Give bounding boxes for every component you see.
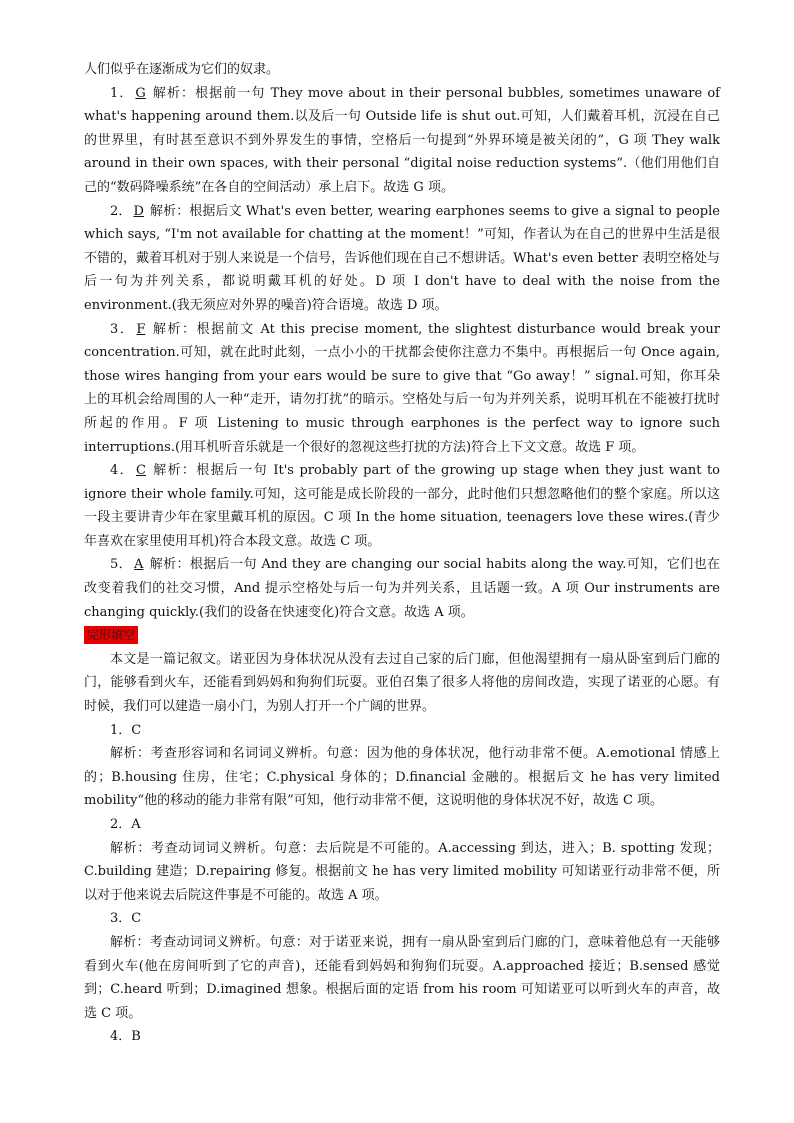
- document-page: [84, 58, 720, 1049]
- item-answer: C: [135, 463, 146, 479]
- paragraph-text: 本文是一篇记叙文。诺亚因为身体状况从没有去过自己家的后门廊，但他渴望拥有一扇从卧室到后门廊的门，能够看到火车，还能看到妈妈和狗狗们玩耍。亚伯召集了很多人将他的房间改造，实现了诺亚的心愿。有时候，我们可以建造一扇小门，为别人打开一个广阔的世界。: [84, 651, 720, 715]
- paragraph-text: 解析：考查动词词义辨析。句意：对于诺亚来说，拥有一扇从卧室到后门廊的门，意味着他总有一天能够看到火车(他在房间听到了它的声音)，还能看到妈妈和狗狗们玩耍。A.approached 接近；B.sensed 感觉到；C.heard 听到；D.imagined 想象。根据后面的定语 from his room 可知诺亚可以听到火车的声音，故选 C 项。: [84, 934, 720, 1021]
- item-number: 2．: [110, 203, 132, 219]
- paragraph: [84, 742, 720, 813]
- answer-item: [84, 459, 720, 553]
- question-answer: 4．B: [110, 1029, 141, 1045]
- question-answer: 3．C: [110, 911, 142, 927]
- question-answer: 2．A: [110, 817, 141, 832]
- item-number: 5．: [110, 557, 133, 573]
- section-tag: 完形填空: [84, 626, 138, 644]
- paragraph-text: 人们似乎在逐渐成为它们的奴隶。: [84, 62, 280, 77]
- section-heading: [84, 624, 720, 648]
- item-answer: G: [135, 85, 146, 101]
- answer-item: [84, 82, 720, 200]
- item-explanation: 解析：根据后文 What's even better, wearing earphones seems to give a signal to people which says, “I'm not available for chatting at the moment！”可知，作者认为在自己的世界中生活是很不错的，戴着耳机对于别人来说是一个信号，告诉他们现在自己不想讲话。What's even better 表明空格处与后一句为并列关系，都说明戴耳机的好处。D 项 I don't have to deal with the noise from the environment.(我无须应对外界的噪音)符合语境。故选 D 项。: [84, 203, 720, 313]
- item-explanation: 解析：根据前文 At this precise moment, the slightest disturbance would break your concentration.可知，就在此时此刻，一点小小的干扰都会使你注意力不集中。再根据后一句 Once again, those wires hanging from your ears would be sure to give that “Go away！” signal.可知，你耳朵上的耳机会给周围的人一种“走开，请勿打扰”的暗示。空格处与后一句为并列关系，说明耳机在不能被打扰时所起的作用。F 项 Listening to music through earphones is the perfect way to ignore such interruptions.(用耳机听音乐就是一个很好的忽视这些打扰的方法)符合上下文文意。故选 F 项。: [84, 321, 720, 455]
- item-number: 3．: [110, 321, 135, 337]
- question-number: [84, 1025, 720, 1049]
- item-explanation: 解析：根据后一句 And they are changing our social habits along the way.可知，它们也在改变着我们的社交习惯，And 提示空格处与后一句为并列关系，且话题一致。A 项 Our instruments are changing quickly.(我们的设备在快速变化)符合文意。故选 A 项。: [84, 557, 720, 620]
- question-number: [84, 907, 720, 931]
- item-number: 1．: [110, 85, 134, 101]
- answer-item: [84, 200, 720, 318]
- paragraph: [84, 837, 720, 908]
- item-number: 4．: [110, 463, 134, 479]
- item-answer: A: [134, 557, 144, 573]
- answer-item: [84, 553, 720, 624]
- paragraph-text: 解析：考查动词词义辨析。句意：去后院是不可能的。A.accessing 到达，进入；B. spotting 发现；C.building 建造；D.repairing 修复。根据前文 he has very limited mobility 可知诺亚行动非常不便，所以对于他来说去后院这件事是不可能的。故选 A 项。: [84, 840, 720, 903]
- paragraph: [84, 648, 720, 719]
- item-answer: F: [136, 321, 146, 337]
- question-number: [84, 813, 720, 837]
- item-explanation: 解析：根据前一句 They move about in their personal bubbles, sometimes unaware of what's happening around them.以及后一句 Outside life is shut out.可知，人们戴着耳机，沉浸在自己的世界里，有时甚至意识不到外界发生的事情，空格后一句提到“外界环境是被关闭的”，G 项 They walk around in their own spaces, with their personal “digital noise reduction systems”.（他们用他们自己的“数码降噪系统”在各自的空间活动）承上启下。故选 G 项。: [84, 85, 720, 195]
- paragraph-text: 解析：考查形容词和名词词义辨析。句意：因为他的身体状况，他行动非常不便。A.emotional 情感上的；B.housing 住房，住宅；C.physical 身体的；D.financial 金融的。根据后文 he has very limited mobility“他的移动的能力非常有限”可知，他行动非常不便，这说明他的身体状况不好，故选 C 项。: [84, 746, 720, 809]
- question-answer: 1．C: [110, 722, 142, 738]
- paragraph: [84, 931, 720, 1025]
- question-number: [84, 719, 720, 743]
- answer-item: [84, 318, 720, 460]
- item-answer: D: [133, 203, 144, 219]
- paragraph: [84, 58, 720, 82]
- item-explanation: 解析：根据后一句 It's probably part of the growing up stage when they just want to ignore their whole family.可知，这可能是成长阶段的一部分，此时他们只想忽略他们的整个家庭。所以这一段主要讲青少年在家里戴耳机的原因。C 项 In the home situation, teenagers love these wires.(青少年喜欢在家里使用耳机)符合本段文意。故选 C 项。: [84, 463, 720, 549]
